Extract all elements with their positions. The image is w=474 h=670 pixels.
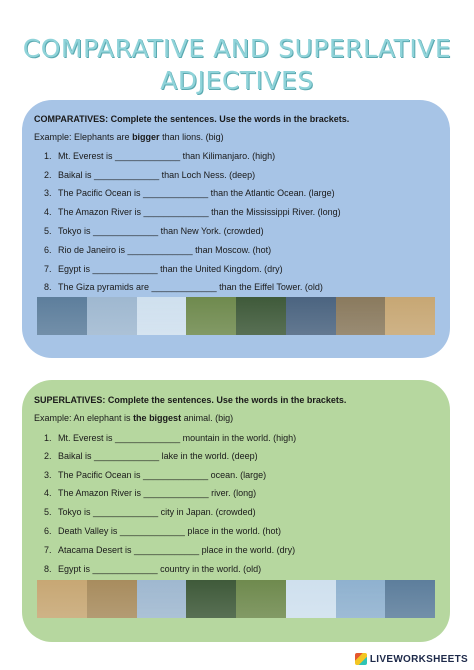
comparatives-example: Example: Elephants are bigger than lions. (big) xyxy=(34,132,224,142)
comparatives-item[interactable]: 3. The Pacific Ocean is _____________ than the Atlantic Ocean. (large) xyxy=(44,188,335,198)
superlatives-item[interactable]: 5. Tokyo is _____________ city in Japan. (crowded) xyxy=(44,507,256,517)
comparatives-photo-strip xyxy=(37,297,435,335)
worksheet-title-line2: ADJECTIVES xyxy=(160,66,314,95)
photo-lake xyxy=(87,297,137,335)
superlatives-item[interactable]: 4. The Amazon River is _____________ river. (long) xyxy=(44,488,257,498)
photo-pyramids xyxy=(37,580,87,618)
photo-mountain xyxy=(37,297,87,335)
superlatives-item[interactable]: 8. Egypt is _____________ country in the world. (old) xyxy=(44,564,262,574)
superlatives-example: Example: An elephant is the biggest animal. (big) xyxy=(34,413,234,423)
superlatives-item[interactable]: 1. Mt. Everest is _____________ mountain in the world. (high) xyxy=(44,433,297,443)
photo-ocean-map xyxy=(137,297,187,335)
photo-river xyxy=(186,297,236,335)
photo-coast-city xyxy=(336,297,386,335)
worksheet-title-line1: COMPARATIVE AND SUPERLATIVE xyxy=(22,34,452,63)
photo-pyramids xyxy=(385,297,435,335)
photo-lake xyxy=(286,580,336,618)
photo-river xyxy=(236,580,286,618)
photo-desert xyxy=(87,580,137,618)
superlatives-heading: SUPERLATIVES: Complete the sentences. Use the words in the brackets. xyxy=(34,395,347,405)
comparatives-item[interactable]: 2. Baikal is _____________ than Loch Ness. (deep) xyxy=(44,170,256,180)
liveworksheets-logo-icon xyxy=(355,653,367,665)
photo-city xyxy=(336,580,386,618)
comparatives-item[interactable]: 1. Mt. Everest is _____________ than Kilimanjaro. (high) xyxy=(44,151,276,161)
liveworksheets-logo[interactable]: LIVEWORKSHEETS xyxy=(355,652,468,666)
comparatives-heading: COMPARATIVES: Complete the sentences. Use the words in the brackets. xyxy=(34,114,350,124)
comparatives-item[interactable]: 5. Tokyo is _____________ than New York. (crowded) xyxy=(44,226,264,236)
photo-forest xyxy=(186,580,236,618)
comparatives-item[interactable]: 8. The Giza pyramids are _____________ than the Eiffel Tower. (old) xyxy=(44,282,323,292)
superlatives-item[interactable]: 2. Baikal is _____________ lake in the world. (deep) xyxy=(44,451,258,461)
superlatives-item[interactable]: 3. The Pacific Ocean is _____________ ocean. (large) xyxy=(44,470,267,480)
superlatives-item[interactable]: 6. Death Valley is _____________ place in the world. (hot) xyxy=(44,526,281,536)
photo-mountain xyxy=(385,580,435,618)
comparatives-item[interactable]: 4. The Amazon River is _____________ than the Mississippi River. (long) xyxy=(44,207,341,217)
photo-city xyxy=(286,297,336,335)
photo-ocean-map xyxy=(137,580,187,618)
comparatives-item[interactable]: 6. Rio de Janeiro is _____________ than Moscow. (hot) xyxy=(44,245,272,255)
comparatives-item[interactable]: 7. Egypt is _____________ than the United Kingdom. (dry) xyxy=(44,264,283,274)
photo-forest xyxy=(236,297,286,335)
superlatives-item[interactable]: 7. Atacama Desert is _____________ place in the world. (dry) xyxy=(44,545,296,555)
superlatives-photo-strip xyxy=(37,580,435,618)
